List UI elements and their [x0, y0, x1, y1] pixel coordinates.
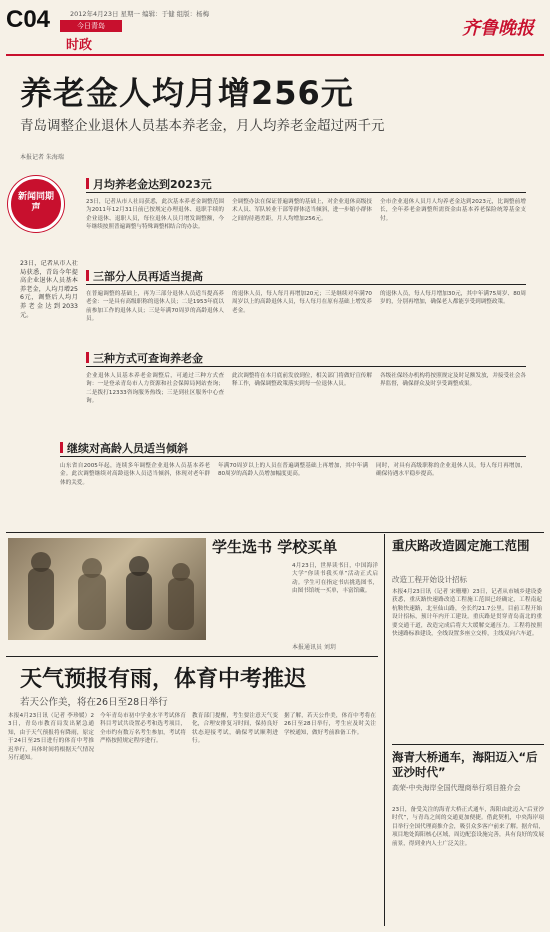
section-heading-1 [86, 176, 526, 192]
brief-3-headline: 学生选书 学校买单 [212, 538, 338, 556]
news-echo-badge [8, 176, 64, 232]
lead-sidebar: 23日，记者从市人社局获悉，青岛今年提高企业退休人员基本养老金，人均月增256元，调整后人均月养老金达到2033元。 [20, 260, 78, 319]
weather-col-3: 教育部门提醒，考生要注意天气变化，合理安排复习时间，保持良好状态迎接考试，确保考试顺利进行。 [192, 713, 278, 745]
section-2-col-3: 的退休人员，每人每月增加30元，其中年满75周岁、80周岁的，分别再增加，确保老人都能享受到调整政策。 [380, 291, 526, 306]
brief-2-subhead: 高荣-中央海岸全国代理商举行项目推介会 [392, 784, 521, 792]
brief-2-headline: 海青大桥通车，海阳迈入“后亚沙时代” [392, 750, 538, 779]
channel-badge [60, 20, 122, 32]
divider [392, 744, 544, 745]
section-2-col-1: 在普遍调整的基础上，再为三部分退休人员适当提高养老金：一是具有高级职称的退休人员；二是1953年底以前参加工作的退休人员；三是年满70周岁的高龄退休人员。 [86, 291, 224, 323]
lead-subhead: 青岛调整企业退休人员基本养老金，月人均养老金超过两千元 [20, 118, 385, 134]
section-heading-3 [86, 350, 526, 366]
page-code: C04 [6, 6, 51, 33]
brief-3-body: 4月23日，世界读书日，中国海洋大学“你读书我买单”活动正式启动。学生可在指定书店挑选图书，由图书馆统一买单，丰富馆藏。 [292, 563, 378, 595]
lead-byline: 本报记者 朱海瑞 [20, 154, 64, 161]
news-photo [8, 538, 206, 640]
section-1-col-3: 全市企业退休人员月人均养老金达到2023元，比调整前增长，全年养老金调整所需资金由基本养老保险统筹基金支付。 [380, 199, 526, 222]
section-1-col-1: 23日，记者从市人社局获悉，此次基本养老金调整范围为2011年12月31日前已按规定办理退休、退职手续的企业退休、退职人员，每位退休人员月增发调整额，今年继续按照普遍调整与特殊调整相结合的办法。 [86, 199, 224, 231]
section-heading-2 [86, 268, 526, 284]
newspaper-brand: 齐鲁晚报 [462, 18, 534, 39]
divider [60, 456, 526, 457]
dateline: 2012年4月23日 星期一 编辑：于健 组版：杨梅 [70, 10, 210, 18]
section-3-col-2: 此次调整将在本月底前发放到位，相关部门将做好宣传解释工作，确保调整政策落实到每一位退休人员。 [232, 373, 372, 388]
masthead-rule [6, 54, 544, 56]
section-heading-1-text: 月均养老金达到2023元 [93, 178, 212, 191]
weather-col-1: 本报4月23日讯（记者 李珍媛）23日，青岛市教育局发出紧急通知，由于天气预报将有降雨，原定于24日至25日进行的体育中考推迟举行，具体时间将根据天气情况另行通知。 [8, 713, 94, 762]
section-2-col-2: 的退休人员，每人每月再增加20元；三是继续对年满70周岁以上的高龄退休人员，每人每月在原有基础上增发养老金。 [232, 291, 372, 314]
section-heading-2-text: 三部分人员再适当提高 [93, 270, 203, 283]
brief-1-body: 本报4月23日讯（记者 宋珊珊）23日，记者从市城乡建设委获悉，重庆路快速路改造工程施工范围已经确定，工程南起杭鞍快速路，北至仙山路，全长约21.7公里。目前工程开始设计招标，预计年内开工建设。重庆路是贯穿青岛南北的重要交通干道，改造完成后将大大缓解交通压力。工程将按照快速路标准建设，全线设置多座立交桥，主线双向六车道。 [392, 589, 542, 638]
section-heading-3-text: 三种方式可查询养老金 [93, 352, 203, 365]
divider [86, 192, 526, 193]
divider [6, 532, 544, 533]
section-title: 时政 [66, 38, 93, 53]
weather-subhead: 若天公作美，将在26日至28日举行 [20, 697, 168, 708]
divider [86, 366, 526, 367]
photo-figures [8, 538, 206, 640]
section-3-col-1: 企业退休人员基本养老金调整后，可通过三种方式查询：一是登录青岛市人力资源和社会保障局网站查询；二是拨打12333咨询服务热线；三是到社区服务中心查询。 [86, 373, 224, 405]
section-4-col-1: 山东省自2005年起，连续多年调整企业退休人员基本养老金。此次调整继续对高龄退休人员适当倾斜，体现对老年群体的关爱。 [60, 463, 210, 486]
divider [6, 656, 378, 657]
weather-col-2: 今年青岛市初中学业水平考试体育科目考试共设置必考和选考项目，全市约有数万名考生参加，考试将严格按照规定程序进行。 [100, 713, 186, 745]
divider [86, 284, 526, 285]
section-1-col-2: 全调整办法在保证普遍调整的基础上，对企业退休高级技术人员、军队转业干部等群体适当倾斜，进一步缩小群体之间的待遇差距，月人均增加256元。 [232, 199, 372, 222]
section-heading-4-text: 继续对高龄人员适当倾斜 [67, 442, 188, 455]
weather-headline: 天气预报有雨，体育中考推迟 [20, 667, 307, 692]
lead-headline: 养老金人均月增256元 [20, 74, 354, 112]
news-echo-label: 新闻同期声 [17, 192, 54, 213]
channel-label: 今日青岛 [77, 22, 105, 30]
section-heading-4 [60, 440, 526, 456]
column-divider [384, 534, 385, 926]
weather-col-4: 据了解，若天公作美，体育中考将在26日至28日举行，考生应及时关注学校通知，做好考前准备工作。 [284, 713, 376, 736]
brief-1-headline: 重庆路改造圆定施工范围 [392, 538, 530, 553]
masthead [0, 0, 550, 62]
brief-1-subhead: 改造工程开始设计招标 [392, 575, 467, 584]
brief-2-body: 23日，备受关注的海青大桥正式通车，海阳由此迈入“后亚沙时代”，与青岛之间的交通更加便捷。借此契机，中央海岸项目举行全国代理商推介会，吸引众多客户前来了解。据介绍，项目地处海阳核心区域，周边配套设施完善，具有良好的发展前景，得到业内人士广泛关注。 [392, 807, 544, 847]
section-3-col-3: 各级社保经办机构将按照规定及时足额发放，并接受社会各界监督，确保群众及时享受调整成果。 [380, 373, 526, 388]
section-4-col-2: 年满70周岁以上的人员在普遍调整基础上再增加，其中年满80周岁的高龄人员增加幅度更高。 [218, 463, 368, 478]
section-4-col-3: 同时，对具有高级职称的企业退休人员，每人每月再增加，确保待遇水平稳步提高。 [376, 463, 526, 478]
photo-caption: 本报通讯员 刘玥 [292, 644, 336, 651]
